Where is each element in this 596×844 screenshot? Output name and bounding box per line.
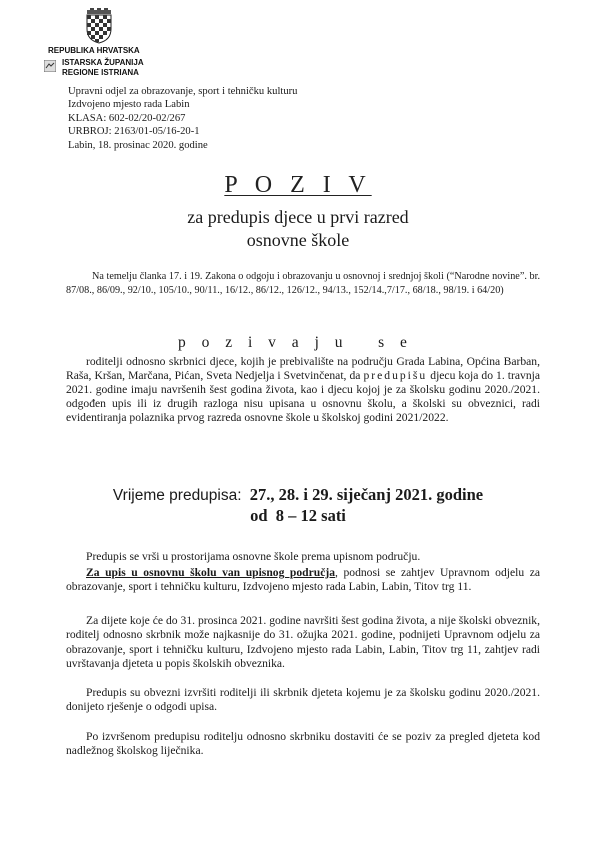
paragraph-outside-area: [66, 566, 540, 595]
meta-urbroj: URBROJ: 2163/01-05/16-20-1: [68, 126, 200, 138]
para1-before: roditelji odnosno skrbnici djece, kojih je prebivalište na području Grada Labina, Općina Barban, Raša, Kršan, Marčana, Pićan, Sveta Nedjelja i Svetvinčenat, da: [66, 355, 540, 382]
schedule-hours: od 8 – 12 sati: [250, 506, 346, 525]
paragraph-location: Predupis se vrši u prostorijama osnovne škole prema upisnom području.: [86, 550, 421, 563]
paragraph-after: Po izvršenom predupisu roditelju odnosno skrbniku dostaviti će se poziv za pregled djeteta kod nadležnog školskog liječnika.: [66, 730, 540, 758]
schedule-dates-value: 27., 28. i 29. siječanj 2021. godine: [249, 485, 484, 504]
schedule-label: Vrijeme predupisa:: [112, 487, 242, 504]
subtitle-line2: osnovne škole: [246, 230, 350, 250]
para1-spaced: predupišu: [363, 369, 428, 382]
meta-department: Upravni odjel za obrazovanje, sport i tehničku kulturu: [68, 86, 298, 97]
outside-area-rest: , podnosi se zahtjev Upravnom odjelu za obrazovanje, sport i tehničku kulturu, Izdvojeno mjesto rada Labin, Labin, Titov trg 11.: [66, 566, 540, 594]
pozivaju-heading: p o z i v a j u s e: [178, 334, 413, 351]
document-title: [0, 172, 596, 199]
schedule-dates: [0, 485, 596, 506]
title-text: P O Z I V: [224, 172, 372, 198]
document-meta: [68, 85, 297, 152]
header-county: ISTARSKA ŽUPANIJA: [62, 58, 144, 67]
meta-date: Labin, 18. prosinac 2020. godine: [68, 139, 208, 151]
header-country: REPUBLIKA HRVATSKA: [48, 46, 140, 55]
invitation-paragraph: [66, 355, 540, 425]
paragraph-deferred: Predupis su obvezni izvršiti roditelji ili skrbnik djeteta kojemu je za školsku godinu 2020./2021. donijeto rješenje o odgodi upisa.: [66, 686, 540, 714]
county-flag-icon: [44, 60, 56, 72]
paragraph-early-enrollment: Za dijete koje će do 31. prosinca 2021. godine navršiti šest godina života, a nije školski obveznik, roditelj odnosno skrbnik može najkasnije do 31. ožujka 2021. godine, podnijeti Upravnom odjelu za obrazovanje, sport i tehničku kulturu, Izdvojeno mjesto rada Labin, Labin, Titov trg 11, zahtjev radi uvrštavanja djeteta u popis školskih obveznika.: [66, 614, 540, 670]
header-region: REGIONE ISTRIANA: [62, 68, 139, 77]
legal-basis: Na temelju članka 17. i 19. Zakona o odgoju i obrazovanju u osnovnoj i srednjoj školi (“Narodne novine”. br. 87/08., 86/09., 92/10., 105/10., 90/11., 16/12., 86/12., 126/12., 94/13., 152/14.,7/17., 68/18., 98/19. i 64/20): [66, 271, 540, 296]
outside-area-underlined: Za upis u osnovnu školu van upisnog područja: [86, 566, 336, 579]
meta-office: Izdvojeno mjesto rada Labin: [68, 99, 190, 111]
subtitle-line1: za predupis djece u prvi razred: [187, 207, 409, 227]
coat-of-arms-icon: [84, 8, 114, 44]
para1-after: djecu koja do 1. travnja 2021. godine imaju navršenih šest godina života, kao i djecu kojoj je za školsku godinu 2020./2021. odgođen upis ili iz drugih razloga nisu upisana u osnovnu školu, a školski su obveznici, radi evidentiranja polaznika prvog razreda osnovne škole u školskoj godini 2021/2022.: [66, 369, 540, 424]
meta-klasa: KLASA: 602-02/20-02/267: [68, 112, 186, 124]
